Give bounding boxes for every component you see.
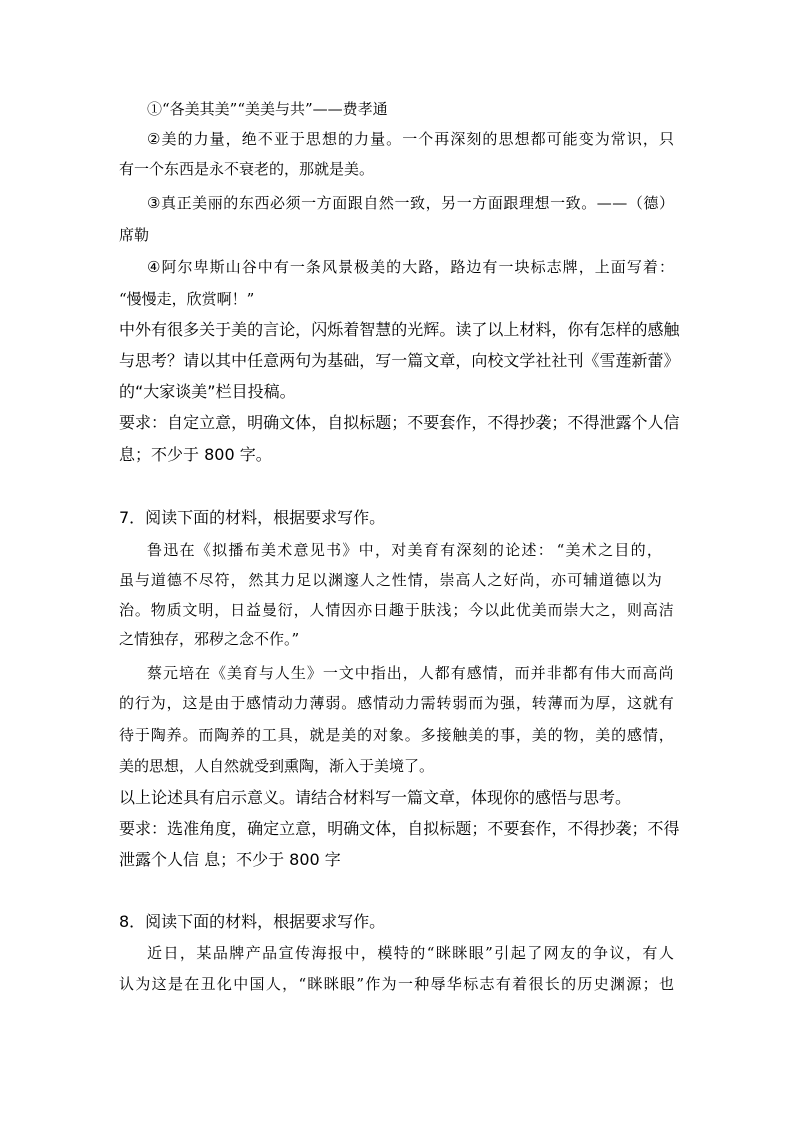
q7-para1-line-1: 鲁 迅 在 《 拟 播 布 美 术 意 见 书 》 中 ， 对 美 育 有 深 刻 的 论 述 ： “ 美 术 之 目 的 ，	[147, 541, 662, 559]
q7-para2-line-3: 待 于 陶 养 。 而 陶 养 的 工 具 ， 就 是 美 的 对 象 。 多 接 触 美 的 事 ， 美 的 物 ， 美 的 感 情 ，	[119, 726, 674, 744]
q6-prompt-line-3: 的“大家谈美”栏目投稿。	[119, 382, 296, 401]
q6-prompt-line-2: 与 思 考 ？ 请 以 其 中 任 意 两 句 为 基 础 ， 写 一 篇 文 章 ， 向 校 文 学 社 社 刊 《 雪 莲 新 蕾 》	[119, 351, 680, 370]
q7-requirement-line-2: 泄露个人信 息；不少于 800 字	[119, 850, 341, 869]
quote-4-line-2: “慢慢走，欣赏啊！”	[119, 290, 255, 308]
quote-2-line-1: ② 美 的 力 量 ， 绝 不 亚 于 思 想 的 力 量 。 一 个 再 深 刻 的 思 想 都 可 能 变 为 常 识 ， 只	[147, 130, 674, 148]
q7-para2-line-2: 的 行 为 ， 这 是 由 于 感 情 动 力 薄 弱 。 感 情 动 力 需 转 弱 而 为 强 ， 转 薄 而 为 厚 ， 这 就 有	[119, 694, 674, 712]
q7-para1-line-4: 之情独存，邪秽之念不作。”	[119, 630, 300, 648]
q7-para2-line-1: 蔡 元 培 在 《 美 育 与 人 生 》 一 文 中 指 出 ， 人 都 有 感 情 ， 而 并 非 都 有 伟 大 而 高 尚	[147, 664, 674, 682]
q6-requirement-line-1: 要 求 ： 自 定 立 意 ， 明 确 文 体 ， 自 拟 标 题 ； 不 要 套 作 ， 不 得 抄 袭 ； 不 得 泄 露 个 人 信	[119, 413, 680, 432]
q6-requirement-line-2: 息；不少于 800 字。	[119, 445, 272, 464]
quote-3-line-1: ③ 真 正 美 丽 的 东 西 必 须 一 方 面 跟 自 然 一 致 ， 另 一 方 面 跟 理 想 一 致 。 — — （ 德 ）	[147, 194, 674, 212]
q7-para2-line-4: 美的思想，人自然就受到熏陶，渐入于美境了。	[119, 757, 435, 775]
q8-para1-line-2: 认 为 这 是 在 丑 化 中 国 人 ， “ 眯 眯 眼 ” 作 为 一 种 辱 华 标 志 有 着 很 长 的 历 史 渊 源 ； 也	[119, 975, 674, 993]
q7-prompt: 以上论述具有启示意义。请结合材料写一篇文章，体现你的感悟与思考。	[119, 788, 632, 807]
q8-para1-line-1: 近 日 ， 某 品 牌 产 品 宣 传 海 报 中 ， 模 特 的 “ 眯 眯 眼 ” 引 起 了 网 友 的 争 议 ， 有 人	[147, 944, 674, 962]
q8-heading: 8．阅读下面的材料，根据要求写作。	[119, 912, 386, 931]
q7-requirement-line-1: 要 求 ： 选 准 角 度 ， 确 定 立 意 ， 明 确 文 体 ， 自 拟 标 题 ； 不 要 套 作 ， 不 得 抄 袭 ； 不 得	[119, 819, 680, 838]
quote-1: ①“各美其美”“美美与共”——费孝通	[147, 100, 388, 118]
q7-para1-line-2: 虽 与 道 德 不 尽 符 ， 然 其 力 足 以 渊 邃 人 之 性 情 ， 崇 高 人 之 好 尚 ， 亦 可 辅 道 德 以 为	[119, 571, 662, 589]
q7-heading: 7．阅读下面的材料，根据要求写作。	[119, 508, 386, 527]
quote-2-line-2: 有一个东西是永不衰老的，那就是美。	[119, 160, 375, 178]
quote-3-line-2: 席勒	[119, 226, 150, 244]
q6-prompt-line-1: 中 外 有 很 多 关 于 美 的 言 论 ， 闪 烁 着 智 慧 的 光 辉 。 读 了 以 上 材 料 ， 你 有 怎 样 的 感 触	[119, 320, 680, 339]
quote-4-line-1: ④ 阿 尔 卑 斯 山 谷 中 有 一 条 风 景 极 美 的 大 路 ， 路 边 有 一 块 标 志 牌 ， 上 面 写 着 ：	[147, 258, 674, 276]
q7-para1-line-3: 治 。 物 质 文 明 ， 日 益 曼 衍 ， 人 情 因 亦 日 趣 于 肤 浅 ； 今 以 此 优 美 而 崇 大 之 ， 则 高 洁	[119, 601, 674, 619]
